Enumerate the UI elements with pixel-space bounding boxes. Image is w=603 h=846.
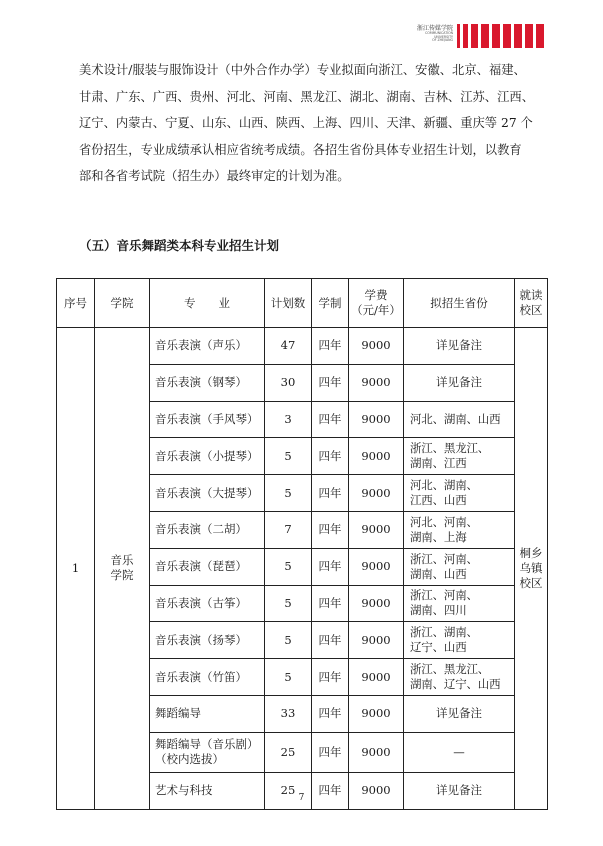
major-line-1: 音乐表演（琵琶） xyxy=(155,559,247,574)
provinces-line-1: 浙江、黑龙江、 xyxy=(410,441,490,456)
header-fee xyxy=(349,279,404,328)
quota-cell: 33 xyxy=(265,695,312,732)
header-college: 学院 xyxy=(95,279,150,328)
major-line-1: 音乐表演（竹笛） xyxy=(155,669,247,684)
header-no: 序号 xyxy=(57,279,95,328)
provinces-line-1: 详见备注 xyxy=(436,338,482,353)
intro-paragraph xyxy=(79,57,534,190)
duration-cell: 四年 xyxy=(312,328,349,365)
university-logo xyxy=(413,22,553,50)
provinces-line-1: 浙江、河南、 xyxy=(410,551,478,566)
header-major: 专 业 xyxy=(150,279,265,328)
quota-cell: 30 xyxy=(265,364,312,401)
provinces-line-2: 湖南、辽宁、山西 xyxy=(410,677,501,692)
major-cell xyxy=(150,401,265,438)
provinces-line-2: 辽宁、山西 xyxy=(410,640,467,655)
major-line-1: 舞蹈编导 xyxy=(155,706,201,721)
provinces-cell xyxy=(404,659,515,696)
provinces-line-2: 湖南、上海 xyxy=(410,529,467,544)
duration-cell: 四年 xyxy=(312,695,349,732)
major-cell xyxy=(150,732,265,772)
intro-line-5: 部和各省考试院（招生办）最终审定的计划为准。 xyxy=(79,169,350,183)
header-duration: 学制 xyxy=(312,279,349,328)
fee-cell: 9000 xyxy=(349,511,404,548)
group-number-cell: 1 xyxy=(57,328,95,810)
quota-cell: 7 xyxy=(265,511,312,548)
provinces-cell xyxy=(404,328,515,365)
major-cell xyxy=(150,548,265,585)
duration-cell: 四年 xyxy=(312,438,349,475)
fee-cell: 9000 xyxy=(349,328,404,365)
major-cell xyxy=(150,511,265,548)
provinces-line-1: — xyxy=(453,744,465,759)
intro-line-1: 美术设计/服装与服饰设计（中外合作办学）专业拟面向浙江、安徽、北京、福建、 xyxy=(79,63,526,77)
campus-line-1: 桐乡 xyxy=(519,545,543,560)
campus-cell xyxy=(515,328,548,810)
quota-cell: 5 xyxy=(265,659,312,696)
logo-stripes-icon xyxy=(457,24,553,48)
major-line-1: 音乐表演（钢琴） xyxy=(155,375,247,390)
fee-cell: 9000 xyxy=(349,548,404,585)
provinces-cell xyxy=(404,695,515,732)
major-line-1: 音乐表演（小提琴） xyxy=(155,448,259,463)
quota-cell: 25 xyxy=(265,772,312,809)
header-fee-line-1: 学费 xyxy=(364,288,388,302)
duration-cell: 四年 xyxy=(312,622,349,659)
provinces-cell xyxy=(404,438,515,475)
quota-cell: 5 xyxy=(265,438,312,475)
header-campus-line-1: 就读 xyxy=(519,288,543,302)
major-line-1: 音乐表演（二胡） xyxy=(155,522,247,537)
logo-text xyxy=(413,23,453,43)
provinces-line-1: 详见备注 xyxy=(436,706,482,721)
fee-cell: 9000 xyxy=(349,585,404,622)
duration-cell: 四年 xyxy=(312,585,349,622)
college-line-1: 音乐 xyxy=(110,553,134,568)
duration-cell: 四年 xyxy=(312,772,349,809)
fee-cell: 9000 xyxy=(349,438,404,475)
provinces-line-1: 河北、河南、 xyxy=(410,514,478,529)
logo-chinese-name: 浙江传媒学院 xyxy=(416,25,453,32)
header-campus-line-2: 校区 xyxy=(519,303,543,317)
fee-cell: 9000 xyxy=(349,622,404,659)
duration-cell: 四年 xyxy=(312,511,349,548)
fee-cell: 9000 xyxy=(349,732,404,772)
quota-cell: 5 xyxy=(265,548,312,585)
campus-line-2: 乌镇 xyxy=(519,560,543,575)
fee-cell: 9000 xyxy=(349,401,404,438)
header-provinces: 拟招生省份 xyxy=(404,279,515,328)
duration-cell: 四年 xyxy=(312,475,349,512)
provinces-cell xyxy=(404,622,515,659)
quota-cell: 25 xyxy=(265,732,312,772)
logo-english-line-2: UNIVERSITY xyxy=(434,34,453,39)
major-line-1: 音乐表演（扬琴） xyxy=(155,632,247,647)
provinces-cell xyxy=(404,511,515,548)
provinces-line-1: 浙江、河南、 xyxy=(410,588,478,603)
provinces-cell xyxy=(404,585,515,622)
duration-cell: 四年 xyxy=(312,732,349,772)
fee-cell: 9000 xyxy=(349,659,404,696)
fee-cell: 9000 xyxy=(349,772,404,809)
header-campus xyxy=(515,279,548,328)
major-cell xyxy=(150,772,265,809)
duration-cell: 四年 xyxy=(312,548,349,585)
table-row xyxy=(57,328,548,365)
provinces-line-2: 湖南、江西 xyxy=(410,456,467,471)
provinces-line-1: 浙江、湖南、 xyxy=(410,625,478,640)
duration-cell: 四年 xyxy=(312,659,349,696)
fee-cell: 9000 xyxy=(349,475,404,512)
provinces-line-2: 江西、山西 xyxy=(410,493,467,508)
major-line-1: 音乐表演（声乐） xyxy=(155,338,247,353)
major-cell xyxy=(150,328,265,365)
major-line-1: 音乐表演（手风琴） xyxy=(155,411,259,426)
quota-cell: 5 xyxy=(265,585,312,622)
intro-line-3: 辽宁、内蒙古、宁夏、山东、山西、陕西、上海、四川、天津、新疆、重庆等 27 个 xyxy=(79,116,533,130)
major-cell xyxy=(150,475,265,512)
major-line-1: 音乐表演（大提琴） xyxy=(155,485,259,500)
provinces-cell xyxy=(404,475,515,512)
logo-english-line-3: OF ZHEJIANG xyxy=(432,38,453,43)
major-cell xyxy=(150,695,265,732)
section-title: （五）音乐舞蹈类本科专业招生计划 xyxy=(79,238,280,253)
provinces-line-1: 浙江、黑龙江、 xyxy=(410,662,490,677)
quota-cell: 3 xyxy=(265,401,312,438)
provinces-cell xyxy=(404,401,515,438)
enrollment-plan-table xyxy=(56,278,548,810)
provinces-cell xyxy=(404,732,515,772)
provinces-cell xyxy=(404,364,515,401)
page-number: 7 xyxy=(298,793,305,803)
duration-cell: 四年 xyxy=(312,364,349,401)
major-cell xyxy=(150,364,265,401)
provinces-line-2: 湖南、四川 xyxy=(410,603,467,618)
major-line-1: 舞蹈编导（音乐剧） xyxy=(155,737,259,752)
quota-cell: 47 xyxy=(265,328,312,365)
major-cell xyxy=(150,438,265,475)
provinces-line-1: 详见备注 xyxy=(436,783,482,798)
major-cell xyxy=(150,659,265,696)
header-quota: 计划数 xyxy=(265,279,312,328)
major-cell xyxy=(150,585,265,622)
provinces-line-1: 河北、湖南、 xyxy=(410,478,478,493)
college-line-2: 学院 xyxy=(110,568,134,583)
college-cell xyxy=(95,328,150,810)
provinces-line-1: 河北、湖南、山西 xyxy=(410,411,501,426)
major-line-1: 音乐表演（古筝） xyxy=(155,595,247,610)
intro-line-2: 甘肃、广东、广西、贵州、河北、河南、黑龙江、湖北、湖南、吉林、江苏、江西、 xyxy=(79,89,534,104)
quota-cell: 5 xyxy=(265,475,312,512)
fee-cell: 9000 xyxy=(349,695,404,732)
table-header-row xyxy=(57,279,548,328)
provinces-line-2: 湖南、山西 xyxy=(410,566,467,581)
logo-english-line-1: COMMUNICATION xyxy=(425,31,453,35)
provinces-cell xyxy=(404,548,515,585)
quota-cell: 5 xyxy=(265,622,312,659)
provinces-cell xyxy=(404,772,515,809)
intro-line-4: 省份招生，专业成绩承认相应省统考成绩。各招生省份具体专业招生计划，以教育 xyxy=(79,142,522,157)
major-cell xyxy=(150,622,265,659)
campus-line-3: 校区 xyxy=(519,575,543,590)
fee-cell: 9000 xyxy=(349,364,404,401)
major-line-1: 艺术与科技 xyxy=(155,783,213,798)
major-line-2: （校内选拔） xyxy=(155,752,224,767)
provinces-line-1: 详见备注 xyxy=(436,375,482,390)
duration-cell: 四年 xyxy=(312,401,349,438)
header-fee-line-2: （元/年） xyxy=(351,303,401,317)
